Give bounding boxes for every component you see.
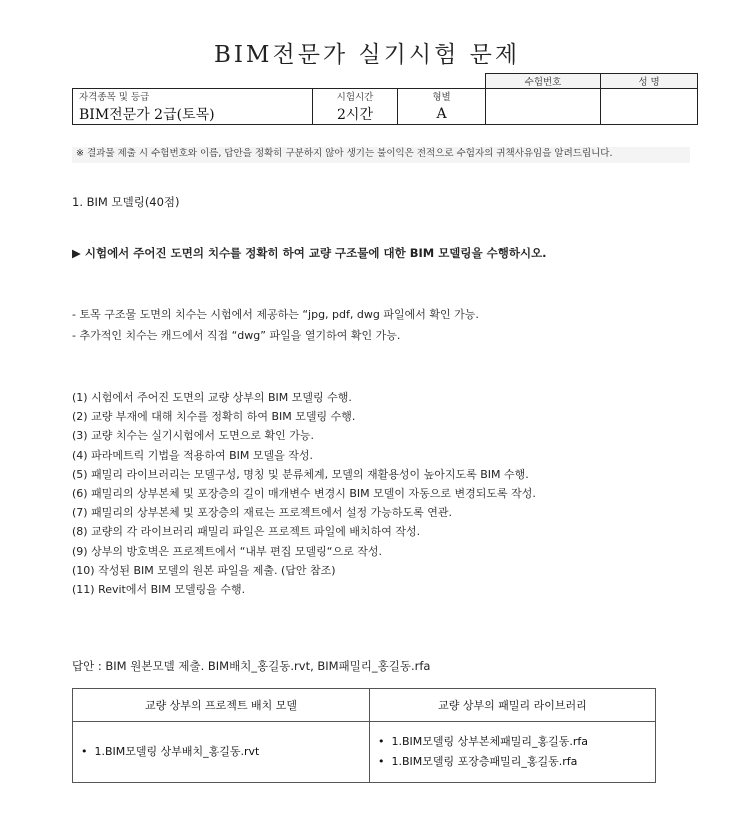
answer-table <box>72 688 656 783</box>
category-label: 자격종목 및 등급 <box>73 89 313 104</box>
answer-col2-header: 교량 상부의 패밀리 라이브러리 <box>370 689 656 722</box>
answer-heading: 답안 : BIM 원본모델 제출. BIM배치_홍길동.rvt, BIM패밀리_홍길동.rfa <box>72 659 431 673</box>
list-item: • 1.BIM모델링 상부배치_홍길동.rvt <box>81 745 260 758</box>
list-item: (10) 작성된 BIM 모델의 원본 파일을 제출. (답안 참조) <box>72 563 336 577</box>
exam-number-label: 수험번호 <box>486 74 601 89</box>
answer-col1-cell <box>73 722 370 783</box>
list-item: (4) 파라메트릭 기법을 적용하여 BIM 모델을 작성. <box>72 448 313 462</box>
list-item: (3) 교량 치수는 실기시험에서 도면으로 확인 가능. <box>72 429 314 443</box>
name-label: 성 명 <box>601 74 698 89</box>
file-name: 1.BIM모델링 상부배치_홍길동.rvt <box>94 745 260 758</box>
list-item: (9) 상부의 방호벽은 프로젝트에서 “내부 편집 모델링“으로 작성. <box>72 544 382 558</box>
list-item: (8) 교량의 각 라이브러리 패밀리 파일은 프로젝트 파일에 배치하여 작성. <box>72 525 421 539</box>
answer-col2-cell <box>370 722 656 783</box>
list-item: • 1.BIM모델링 상부본체패밀리_홍길동.rfa <box>378 735 589 748</box>
list-item: (1) 시험에서 주어진 도면의 교량 상부의 BIM 모델링 수행. <box>72 391 352 404</box>
section-heading: 1. BIM 모델링(40점) <box>72 195 180 209</box>
answer-col1-header: 교량 상부의 프로젝트 배치 모델 <box>73 689 370 722</box>
time-label: 시험시간 <box>313 89 398 104</box>
category-value: BIM전문가 2급(토목) <box>73 103 313 125</box>
requirements-list <box>72 388 536 599</box>
exam-info-table <box>72 73 698 125</box>
exam-number-field <box>486 89 601 125</box>
list-item: (5) 패밀리 라이브러리는 모델구성, 명칭 및 분류체계, 모델의 재활용성이 높아지도록 BIM 수행. <box>72 467 529 481</box>
file-name: 1.BIM모델링 포장층패밀리_홍길동.rfa <box>391 755 578 768</box>
list-item: (6) 패밀리의 상부본체 및 포장층의 길이 매개변수 변경시 BIM 모델이 자동으로 변경되도록 작성. <box>72 486 536 500</box>
type-value: A <box>398 103 486 125</box>
page-title: BIM전문가 실기시험 문제 <box>213 42 521 68</box>
name-field <box>601 89 698 125</box>
type-label: 형별 <box>398 89 486 104</box>
section-intro: ▶ 시험에서 주어진 도면의 치수를 정확히 하여 교량 구조물에 대한 BIM 모델링을 수행하시오. <box>72 246 547 260</box>
list-item: (7) 패밀리의 상부본체 및 포장층의 재료는 프로젝트에서 설정 가능하도록 연관. <box>72 506 452 520</box>
notice-text: ※ 결과물 제출 시 수험번호와 이름, 답안을 정확히 구분하지 않아 생기는 불이익은 전적으로 수험자의 귀책사유임을 알려드립니다. <box>72 147 690 163</box>
file-name: 1.BIM모델링 상부본체패밀리_홍길동.rfa <box>391 735 589 748</box>
list-item: (11) Revit에서 BIM 모델링을 수행. <box>72 582 246 596</box>
time-value: 2시간 <box>313 103 398 125</box>
dash-note: - 추가적인 치수는 캐드에서 직접 “dwg” 파일을 열기하여 확인 가능. <box>72 329 401 342</box>
dash-note: - 토목 구조물 도면의 치수는 시험에서 제공하는 “jpg, pdf, dwg 파일에서 확인 가능. <box>72 308 479 321</box>
list-item: • 1.BIM모델링 포장층패밀리_홍길동.rfa <box>378 755 578 768</box>
list-item: (2) 교량 부재에 대해 치수를 정확히 하여 BIM 모델링 수행. <box>72 410 356 424</box>
